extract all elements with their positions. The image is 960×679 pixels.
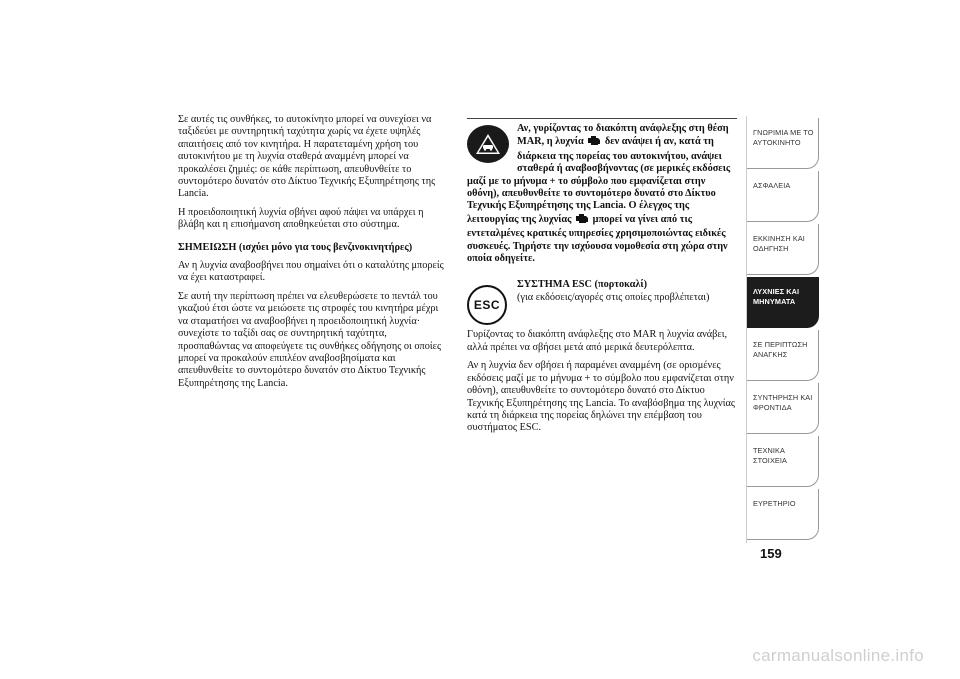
- tab-maintenance[interactable]: ΣΥΝΤΗΡΗΣΗ ΚΑΙ ΦΡΟΝΤΙΔΑ: [747, 383, 819, 434]
- esc-section: [467, 279, 737, 329]
- engine-lamp-icon: [574, 213, 590, 228]
- paragraph: Σε αυτές τις συνθήκες, το αυτοκίνητο μπορεί να συνεχίσει να ταξιδεύει με συντηρητική ταχύτητα χωρίς να έχετε υψηλές απαιτήσεις από τον κινητήρα. Η παρατεταμένη χρήση του αυτοκινήτου με τη λυχνία σταθερά αναμμένη μπορεί να προκαλέσει ζημιές: σε κάθε περίπτωση, απευθυνθείτε το συντομότερο δυνατόν στο Δίκτυο Τεχνικής Εξυπηρέτησης της Lancia.: [178, 114, 436, 200]
- watermark: carmanualsonline.info: [752, 646, 924, 665]
- paragraph: Γυρίζοντας το διακόπτη ανάφλεξης στο MAR η λυχνία ανάβει, αλλά πρέπει να σβήσει μετά από μερικά δευτερόλεπτα.: [467, 329, 728, 353]
- divider: [467, 118, 737, 119]
- warning-text-a: Αν, γυρίζοντας το διακόπτη ανάφλεξης στη θέση MAR, η λυχνία: [517, 123, 729, 148]
- tab-index[interactable]: ΕΥΡΕΤΗΡΙΟ: [747, 489, 819, 540]
- warning-triangle-icon: [467, 125, 509, 163]
- tab-starting-driving[interactable]: ΕΚΚΙΝΗΣΗ ΚΑΙ ΟΔΗΓΗΣΗ: [747, 224, 819, 275]
- tab-safety[interactable]: ΑΣΦΑΛΕΙΑ: [747, 171, 819, 222]
- tab-emergency[interactable]: ΣΕ ΠΕΡΙΠΤΩΣΗ ΑΝΑΓΚΗΣ: [747, 330, 819, 381]
- right-column: [467, 118, 737, 441]
- engine-lamp-icon: [586, 135, 602, 150]
- page-number: 159: [760, 546, 782, 561]
- esc-icon: ESC: [467, 285, 507, 325]
- esc-title: ΣΥΣΤΗΜΑ ESC (πορτοκαλί): [517, 279, 648, 291]
- paragraph: Αν η λυχνία αναβοσβήνει που σημαίνει ότι ο καταλύτης μπορείς να έχει καταστραφεί.: [178, 260, 444, 284]
- tab-warning-lights[interactable]: ΛΥΧΝΙΕΣ ΚΑΙ ΜΗΝΥΜΑΤΑ: [747, 277, 819, 328]
- paragraph: Η προειδοποιητική λυχνία σβήνει αφού πάψει να υπάρχει η βλάβη και η επισήμανση αποθηκεύεται στο σύστημα.: [178, 206, 424, 231]
- left-column: [178, 114, 446, 396]
- tab-technical-data[interactable]: ΤΕΧΝΙΚΑ ΣΤΟΙΧΕΙΑ: [747, 436, 819, 487]
- warning-text-c: μπορεί να γίνει από τις εντεταλμένες κρατικές υπηρεσίες χρησιμοποιώντας ειδικές συσκευές. Τηρήστε την ισχύουσα νομοθεσία στη χώρα στην οποία οδηγείτε.: [467, 213, 728, 265]
- chapter-tabs: [747, 118, 819, 542]
- tab-getting-to-know[interactable]: ΓΝΩΡΙΜΙΑ ΜΕ ΤΟ ΑΥΤΟΚΙΝΗΤΟ: [747, 118, 819, 169]
- note-heading: ΣΗΜΕΙΩΣΗ (ισχύει μόνο για τους βενζινοκινητήρες): [178, 241, 413, 253]
- paragraph: Αν η λυχνία δεν σβήσει ή παραμένει αναμμένη (σε ορισμένες εκδόσεις μαζί με το μήνυμα + το σύμβολο που εμφανίζεται στην οθόνη), απευθυνθείτε το συντομότερο δυνατό στο Δίκτυο Τεχνικής Εξυπηρέτησης της Lancia. Το αναβόσβημα της λυχνίας κατά τη διάρκεια της πορείας δηλώνει την επέμβαση του συστήματος ESC.: [467, 360, 735, 434]
- warning-text-b: δεν ανάψει ή αν, κατά τη διάρκεια της πορείας του αυτοκινήτου, ανάψει σταθερά ή αναβοσβήνοντας (σε μερικές εκδόσεις μαζί με το μήνυμα + το σύμβολο που εμφανίζεται στην οθόνη), απευθυνθείτε το συντομότερο δυνατό στο Δίκτυο Τεχνικής Εξυπηρέτησης της Lancia. Ο έλεγχος της λειτουργίας της λυχνίας: [467, 136, 731, 225]
- paragraph: Σε αυτή την περίπτωση πρέπει να ελευθερώσετε το πεντάλ του γκαζιού έτσι ώστε να μειώσετε τις στροφές του κινητήρα μέχρι να σταματήσει να αναβοσβήνει η προειδοποιητική λυχνία· συνεχίστε το ταξίδι σας σε συντηρητική ταχύτητα, προσπαθώντας να αποφεύγετε τις συνθήκες οδήγησης οι οποίες μπορεί να προκαλούν επιπλέον αναβοσβησίματα και απευθυνθείτε το συντομότερο δυνατόν στο Δίκτυο Τεχνικής Εξυπηρέτησης της Lancia.: [178, 290, 442, 389]
- esc-subtitle: (για εκδόσεις/αγορές στις οποίες προβλέπεται): [517, 291, 710, 303]
